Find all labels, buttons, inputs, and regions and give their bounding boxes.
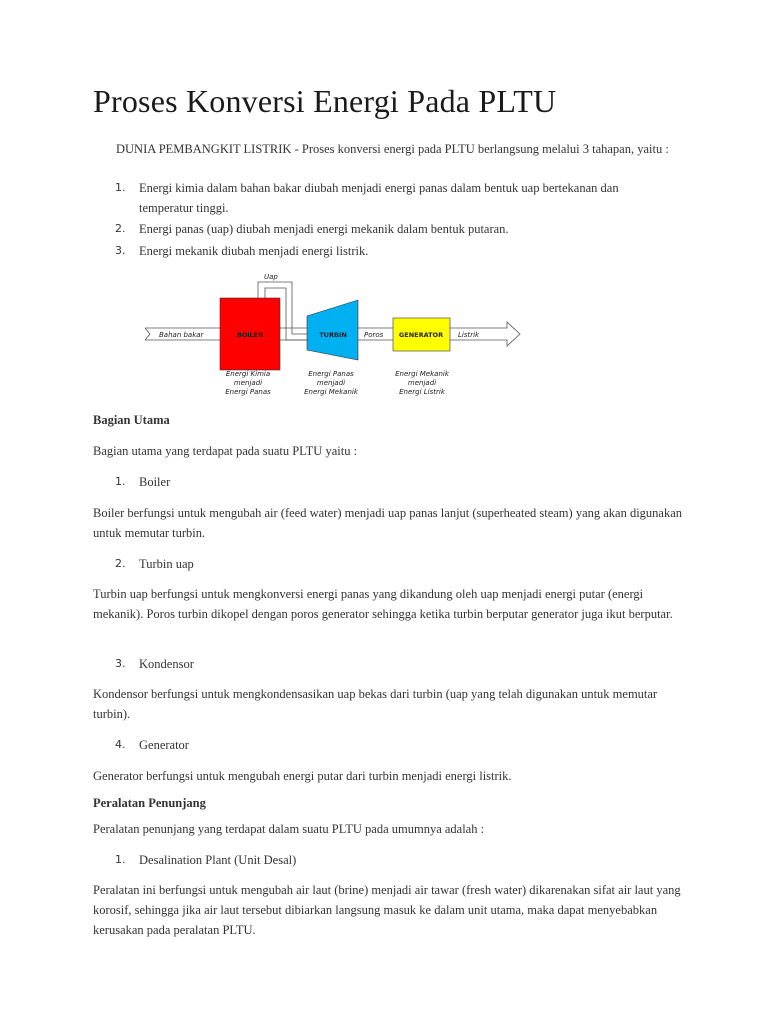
- label-generator: GENERATOR: [398, 331, 444, 339]
- label-boiler: BOILER: [236, 331, 264, 339]
- section-heading-bagian-utama: Bagian Utama: [93, 413, 170, 427]
- list-item: [93, 554, 683, 574]
- list-text: Kondensor: [139, 657, 194, 671]
- caption-turbin-line: Energi Mekanik: [304, 388, 358, 396]
- list-number: 4.: [115, 738, 126, 751]
- item-description: Kondensor berfungsi untuk mengkondensasikan uap bekas dari turbin (uap yang telah digunakan untuk memutar turbin).: [93, 687, 658, 721]
- section-intro: Peralatan penunjang yang terdapat dalam suatu PLTU pada umumnya adalah :: [93, 822, 485, 836]
- label-uap: Uap: [264, 273, 278, 281]
- section-intro: Bagian utama yang terdapat pada suatu PLTU yaitu :: [93, 444, 358, 458]
- list-text: Boiler: [139, 475, 171, 489]
- energy-conversion-diagram: [145, 268, 525, 403]
- list-item: [93, 219, 683, 239]
- list-number: 1.: [115, 475, 126, 488]
- list-number: 1.: [115, 181, 126, 194]
- caption-generator-line: Energi Listrik: [399, 388, 445, 396]
- item-description: Generator berfungsi untuk mengubah energi putar dari turbin menjadi energi listrik.: [93, 769, 512, 783]
- item-description: Turbin uap berfungsi untuk mengkonversi energi panas yang dikandung oleh uap menjadi energi putar (energi mekanik). Poros turbin dikopel dengan poros generator sehingga ketika turbin berputar generator juga ikut berputar.: [93, 587, 673, 621]
- caption-boiler-line: menjadi: [233, 379, 263, 387]
- caption-boiler-line: Energi Kimia: [225, 370, 271, 378]
- list-number: 3.: [115, 244, 126, 257]
- caption-turbin-line: menjadi: [316, 379, 346, 387]
- list-text: Energi panas (uap) diubah menjadi energi mekanik dalam bentuk putaran.: [139, 222, 509, 236]
- list-item: [93, 850, 683, 870]
- intro-paragraph: DUNIA PEMBANGKIT LISTRIK - Proses konversi energi pada PLTU berlangsung melalui 3 tahapan, yaitu :: [116, 142, 669, 156]
- list-text: Energi mekanik diubah menjadi energi listrik.: [139, 244, 369, 258]
- turbin-shape: [307, 300, 358, 360]
- label-listrik: Listrik: [458, 331, 480, 339]
- section-heading-peralatan-penunjang: Peralatan Penunjang: [93, 796, 206, 810]
- item-description: Boiler berfungsi untuk mengubah air (feed water) menjadi uap panas lanjut (superheated steam) yang akan digunakan untuk memutar turbin.: [93, 506, 683, 540]
- list-number: 2.: [115, 222, 126, 235]
- list-text: Turbin uap: [139, 557, 194, 571]
- caption-boiler-line: Energi Panas: [225, 388, 271, 396]
- list-number: 1.: [115, 853, 126, 866]
- label-turbin: TURBIN: [319, 331, 347, 339]
- list-text: Energi kimia dalam bahan bakar diubah menjadi energi panas dalam bentuk uap bertekanan dan temperatur tinggi.: [139, 181, 619, 215]
- label-bahan-bakar: Bahan bakar: [159, 331, 204, 339]
- caption-generator-line: Energi Mekanik: [395, 370, 449, 378]
- list-item: [93, 241, 683, 261]
- item-description: Peralatan ini berfungsi untuk mengubah air laut (brine) menjadi air tawar (fresh water) dikarenakan sifat air laut yang korosif, sehingga jika air laut tersebut dibiarkan langsung masuk ke dalam unit utama, maka dapat menyebabkan kerusakan pada peralatan PLTU.: [93, 883, 681, 937]
- label-poros: Poros: [364, 331, 384, 339]
- list-text: Generator: [139, 738, 189, 752]
- caption-turbin-line: Energi Panas: [308, 370, 354, 378]
- list-item: [93, 654, 683, 674]
- list-number: 2.: [115, 557, 126, 570]
- list-item: [93, 472, 683, 492]
- page-title: Proses Konversi Energi Pada PLTU: [93, 83, 557, 119]
- list-text: Desalination Plant (Unit Desal): [139, 853, 297, 867]
- list-number: 3.: [115, 657, 126, 670]
- caption-generator-line: menjadi: [407, 379, 437, 387]
- list-item: [93, 735, 683, 755]
- list-item: [93, 178, 683, 218]
